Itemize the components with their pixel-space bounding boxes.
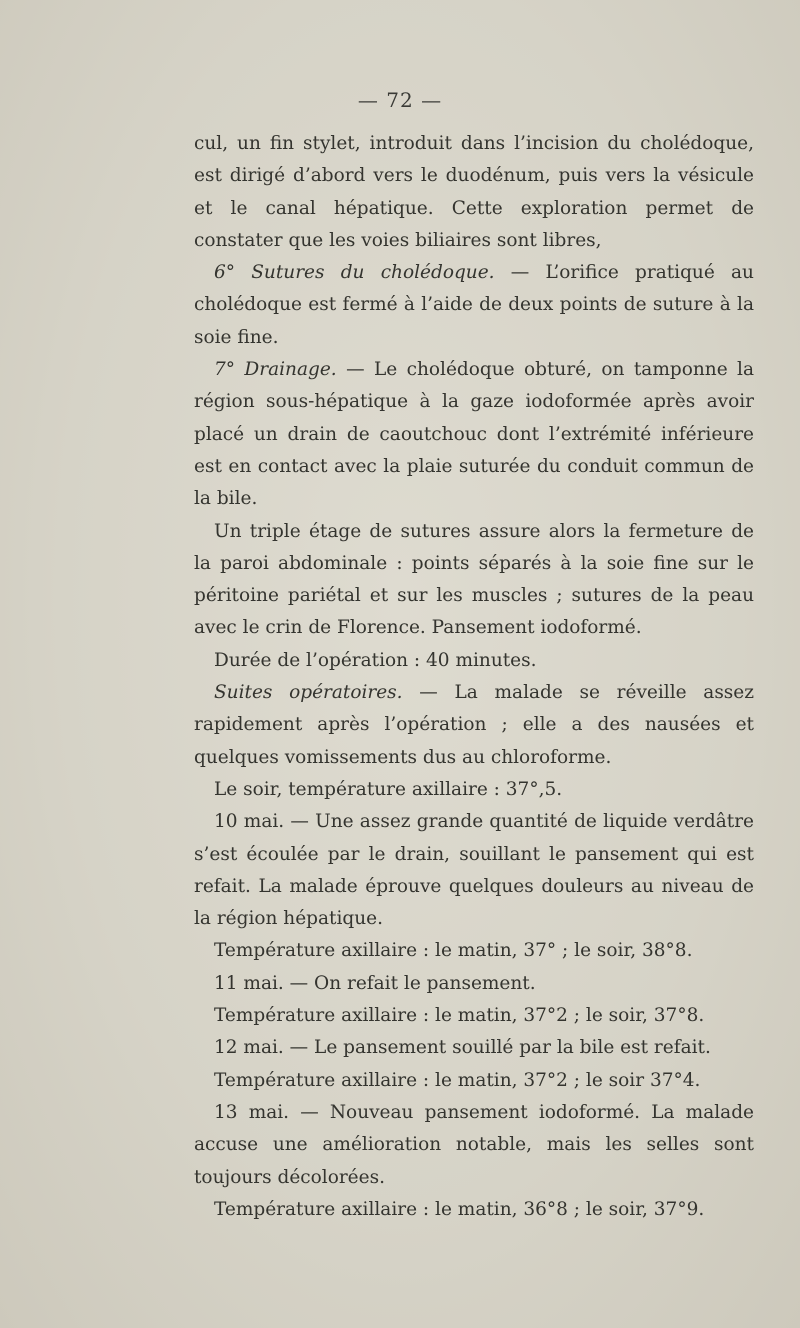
paragraph-9 [194, 935, 754, 967]
paragraph-15 [194, 1194, 754, 1226]
paragraph-text: — Le cholédoque obturé, on tamponne la région sous-hépatique à la gaze iodoformée après avoir placé un drain de caoutchouc dont l’extrémité inférieure est en contact avec la plaie suturée du conduit commun de la bile. [194, 359, 754, 510]
paragraph-text: Température axillaire : le matin, 37° ; le soir, 38°8. [214, 940, 693, 962]
paragraph-12 [194, 1032, 754, 1064]
paragraph-text: Un triple étage de sutures assure alors la fermeture de la paroi abdominale : points séparés à la soie fine sur le péritoine pariétal et sur les muscles ; sutures de la peau avec le crin de Florence. Pansement iodoformé. [194, 520, 754, 639]
paragraph-5 [194, 645, 754, 677]
section-heading-suites: Suites opératoires. [214, 682, 403, 704]
paragraph-text: 12 mai. — Le pansement souillé par la bile est refait. [214, 1037, 711, 1059]
paragraph-text: 10 mai. — Une assez grande quantité de liquide verdâtre s’est écoulée par le drain, souillant le pansement qui est refait. La malade éprouve quelques douleurs au niveau de la région hépatique. [194, 811, 754, 930]
paragraph-text: Le soir, température axillaire : 37°,5. [214, 778, 563, 800]
paragraph-text: 11 mai. — On refait le pansement. [214, 972, 536, 994]
paragraph-4 [194, 516, 754, 645]
body-text [194, 128, 754, 1226]
paragraph-text: cul, un fin stylet, introduit dans l’incision du cholédoque, est dirigé d’abord vers le duodénum, puis vers la vésicule et le canal hépatique. Cette exploration permet de constater que les voies biliaires sont libres, [194, 133, 754, 251]
paragraph-1 [194, 128, 754, 257]
section-heading-sutures: 6° Sutures du cholédoque. [214, 262, 495, 284]
section-heading-drainage: 7° Drainage. [214, 359, 337, 381]
paragraph-2 [194, 257, 754, 354]
paragraph-10 [194, 968, 754, 1000]
paragraph-text: Température axillaire : le matin, 37°2 ; le soir, 37°8. [214, 1005, 705, 1027]
paragraph-text: — L’orifice pratiqué au cholédoque est fermé à l’aide de deux points de suture à la soie fine. [194, 262, 754, 348]
paragraph-text: Température axillaire : le matin, 36°8 ; le soir, 37°9. [214, 1198, 705, 1220]
paragraph-text: 13 mai. — Nouveau pansement iodoformé. La malade accuse une amélioration notable, mais les selles sont toujours décolorées. [194, 1101, 754, 1188]
paragraph-6 [194, 677, 754, 774]
paragraph-text: Durée de l’opération : 40 minutes. [214, 649, 537, 671]
paragraph-13 [194, 1065, 754, 1097]
paragraph-7 [194, 774, 754, 806]
paragraph-text: Température axillaire : le matin, 37°2 ; le soir 37°4. [214, 1069, 701, 1091]
paragraph-text: — La malade se réveille assez rapidement après l’opération ; elle a des nausées et quelques vomissements dus au chloroforme. [194, 682, 754, 768]
page-number: — 72 — [357, 88, 443, 112]
paragraph-8 [194, 806, 754, 935]
paragraph-14 [194, 1097, 754, 1194]
paragraph-3 [194, 354, 754, 515]
paragraph-11 [194, 1000, 754, 1032]
